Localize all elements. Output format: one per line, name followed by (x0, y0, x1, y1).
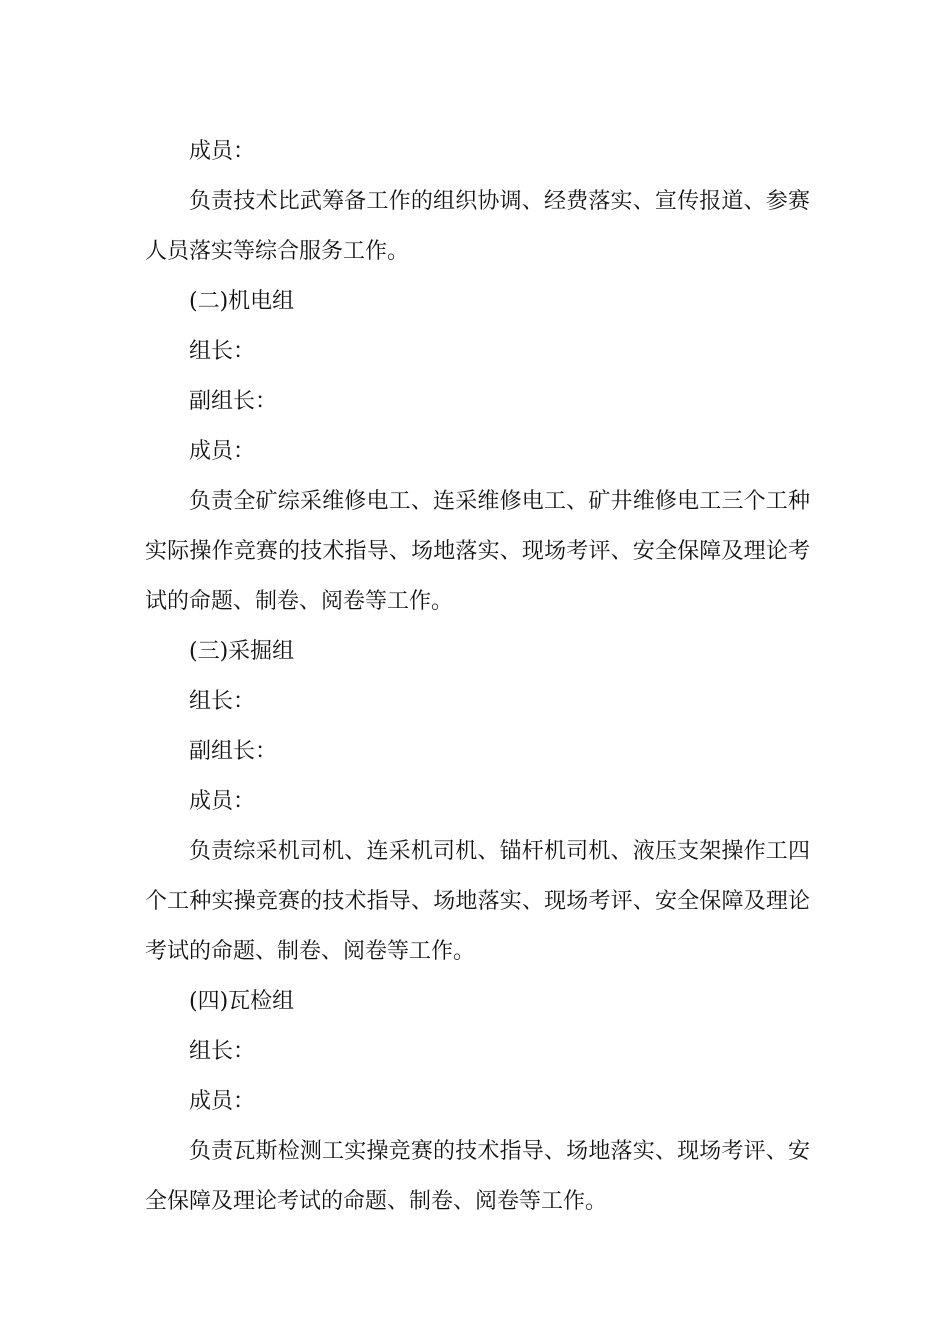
document-body (145, 127, 810, 1227)
paragraph-leader-3: 组长： (189, 689, 256, 714)
paragraph-deputy-leader-2: 副组长： (189, 389, 278, 414)
paragraph-deputy-leader-3: 副组长： (189, 739, 278, 764)
section-heading-gas-inspection: (四)瓦检组 (189, 989, 295, 1014)
paragraph-members-2: 成员： (189, 439, 256, 464)
paragraph-duty-4: 负责瓦斯检测工实操竞赛的技术指导、场地落实、现场考评、安全保障及理论考试的命题、制卷、阅卷等工作。 (145, 1139, 810, 1214)
paragraph-duty-3: 负责综采机司机、连采机司机、锚杆机司机、液压支架操作工四个工种实操竞赛的技术指导、场地落实、现场考评、安全保障及理论考试的命题、制卷、阅卷等工作。 (145, 839, 810, 964)
paragraph-duty-2: 负责全矿综采维修电工、连采维修电工、矿井维修电工三个工种实际操作竞赛的技术指导、场地落实、现场考评、安全保障及理论考试的命题、制卷、阅卷等工作。 (145, 489, 810, 614)
paragraph-leader-2: 组长： (189, 339, 256, 364)
paragraph-duty-1: 负责技术比武筹备工作的组织协调、经费落实、宣传报道、参赛人员落实等综合服务工作。 (145, 189, 810, 264)
section-heading-electromechanical: (二)机电组 (189, 289, 295, 314)
paragraph-members-4: 成员： (189, 1089, 256, 1114)
paragraph-leader-4: 组长： (189, 1039, 256, 1064)
paragraph-members-1: 成员： (189, 139, 256, 164)
section-heading-mining: (三)采掘组 (189, 639, 295, 664)
paragraph-members-3: 成员： (189, 789, 256, 814)
